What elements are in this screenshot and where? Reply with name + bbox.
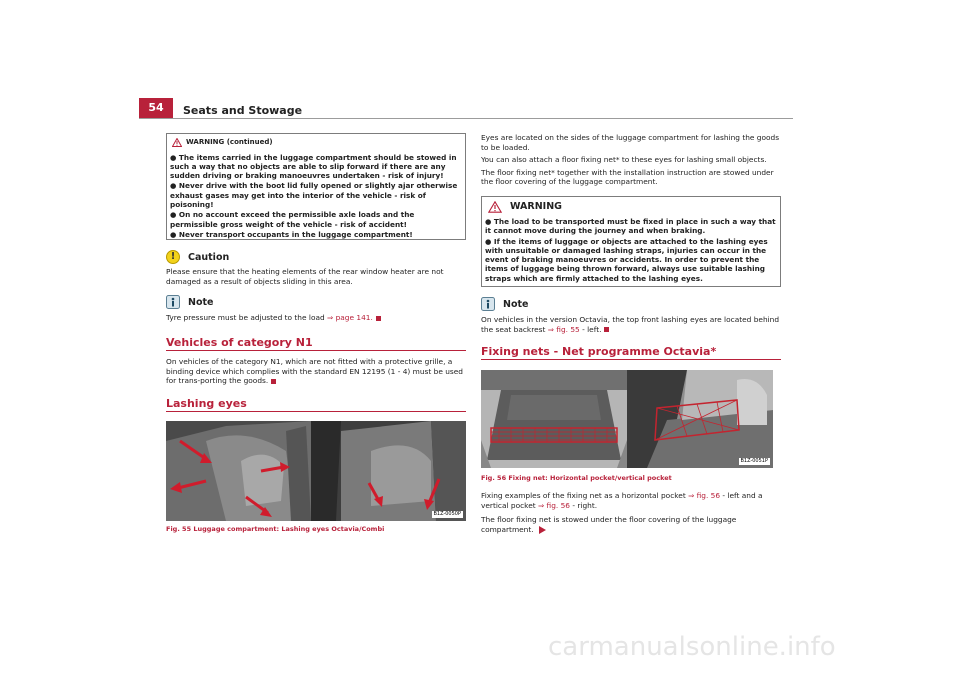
figure-56-right-image [627, 370, 773, 468]
note1-text: Tyre pressure must be adjusted to the load ⇒ page 141. [166, 313, 466, 323]
section-lashing-rule [166, 411, 466, 412]
caution-header [166, 250, 229, 264]
warning-bullet: ● If the items of luggage or objects are attached to the lashing eyes with unsuitable or damaged lashing straps, injuries can occur in the event of braking manoeuvres or accidents. In order to prevent the items of luggage being thrown forward, always use suitable lashing straps which are firmly attached to the lashing eyes. [485, 236, 768, 283]
warning-heading: WARNING [510, 201, 562, 213]
warning-continued-heading: WARNING (continued) [186, 138, 273, 146]
section-n1-text: On vehicles of the category N1, which are not fitted with a protective grille, a binding device which complies with the standard EN 12195 (1 - 4) must be used for trans-porting the goods. [166, 357, 464, 386]
lashing-intro [481, 133, 781, 187]
end-marker-icon [376, 316, 381, 321]
horizontal-pocket-drawing [481, 370, 627, 468]
luggage-compartment-right-drawing [311, 421, 466, 521]
nets-paragraph-2: The floor fixing net is stowed under the floor covering of the luggage compartment. [481, 515, 737, 534]
note2-text: On vehicles in the version Octavia, the top front lashing eyes are located behind the seat backrest ⇒ fig. 55 - left. [481, 315, 780, 334]
intro-paragraph: Eyes are located on the sides of the luggage compartment for lashing the goods to be loaded. [481, 133, 780, 152]
figure-55-right-image [311, 421, 466, 521]
figure-55-caption: Fig. 55 Luggage compartment: Lashing eyes Octavia/Combi [166, 525, 385, 533]
caution-heading: Caution [188, 251, 230, 263]
note1-header [166, 295, 213, 309]
note1-heading: Note [188, 296, 214, 308]
chapter-title: Seats and Stowage [183, 104, 303, 117]
warning-bullet: ● The items carried in the luggage compartment should be stowed in such a way that no objects are able to slip forward if there are any sudden driving or braking manoeuvres undertaken - risk of injury! [170, 152, 457, 181]
warning-continued-box [166, 133, 466, 240]
warning-triangle-icon [172, 138, 182, 147]
info-note-icon [481, 297, 495, 311]
section-nets-rule [481, 359, 781, 360]
figure-link[interactable]: ⇒ fig. 56 [688, 491, 721, 500]
vertical-pocket-drawing [627, 370, 773, 468]
header-divider [139, 118, 793, 119]
section-n1-rule [166, 350, 466, 351]
figure-link[interactable]: ⇒ fig. 56 [538, 500, 570, 510]
section-lashing-title: Lashing eyes [166, 397, 247, 410]
note2-header [481, 297, 528, 311]
section-n1-title: Vehicles of category N1 [166, 336, 313, 349]
warning-bullet: ● Never drive with the boot lid fully opened or slightly ajar otherwise exhaust gases may get into the interior of the vehicle - risk of poisoning! [170, 181, 458, 210]
nets-paragraph-1: Fixing examples of the fixing net as a horizontal pocket ⇒ fig. 56 - left and a vertical pocket ⇒ fig. 56 - right. [481, 491, 763, 510]
warning-box [481, 196, 781, 287]
figure-link[interactable]: ⇒ fig. 55 [547, 324, 580, 334]
watermark-text: carmanualsonline.info [548, 632, 836, 662]
warning-bullet: ● The load to be transported must be fixed in place in such a way that it cannot move during the journey and when braking. [485, 217, 776, 236]
figure-56-caption: Fig. 56 Fixing net: Horizontal pocket/vertical pocket [481, 474, 672, 482]
figure-56-code: B1Z-0051P [740, 458, 768, 464]
end-marker-icon [604, 327, 609, 332]
figure-56-left-image [481, 370, 627, 468]
intro-paragraph: The floor fixing net* together with the installation instruction are stowed under the floor covering of the luggage compartment. [481, 167, 774, 187]
figure-55-left-image [166, 421, 311, 521]
figure-55-code: B1Z-0050P [433, 511, 461, 517]
warning-bullet: ● On no account exceed the permissible axle loads and the permissible gross weight of the vehicle - risk of accident! [170, 210, 415, 229]
luggage-compartment-left-drawing [166, 421, 311, 521]
warning-triangle-icon [488, 201, 502, 213]
caution-text: Please ensure that the heating elements of the rear window heater are not damaged as a result of objects sliding in this area. [166, 267, 444, 286]
section-nets-title: Fixing nets - Net programme Octavia* [481, 345, 717, 358]
page-link[interactable]: ⇒ page 141. [327, 313, 373, 322]
info-note-icon [166, 295, 180, 309]
end-marker-icon [271, 379, 276, 384]
note2-heading: Note [503, 298, 529, 310]
warning-bullet: ● Never transport occupants in the luggage compartment! [170, 229, 413, 239]
page-number: 54 [139, 98, 173, 118]
continue-arrow-icon [539, 526, 546, 534]
intro-paragraph: You can also attach a floor fixing net* to these eyes for lashing small objects. [481, 155, 767, 165]
caution-icon: ! [166, 250, 180, 264]
